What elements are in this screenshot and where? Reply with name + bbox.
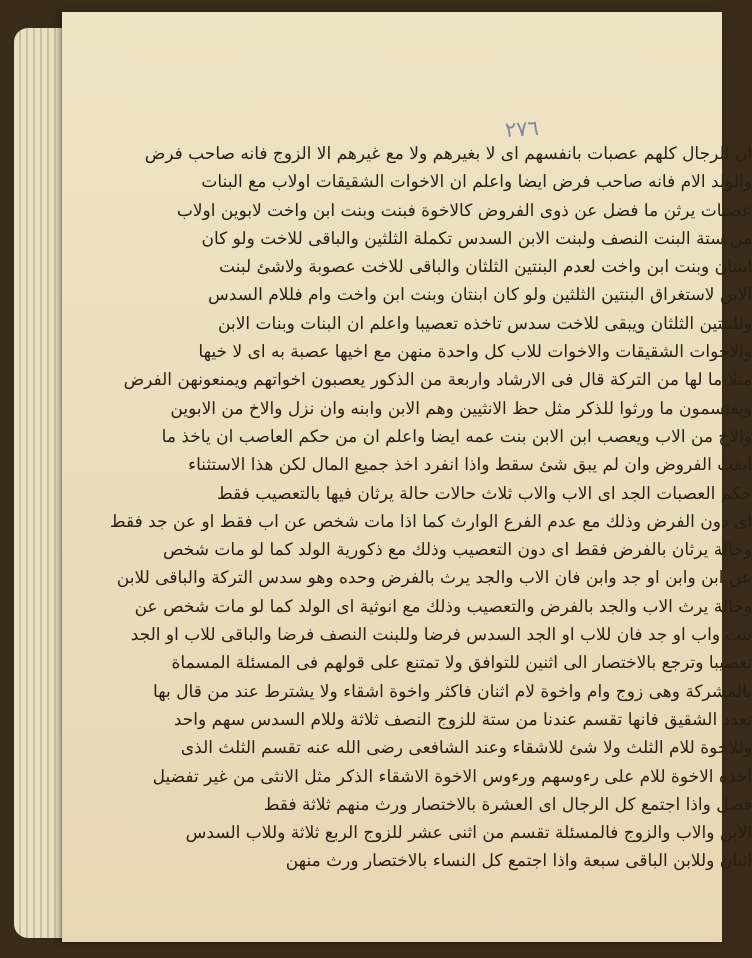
- text-line: والولد الام فانه صاحب فرض ايضا واعلم ان الاخوات الشقيقات اولاب مع البنات: [201, 172, 752, 193]
- text-line: فصل واذا اجتمع كل الرجال اى العشرة بالاختصار ورث منهم ثلاثة فقط: [263, 794, 752, 815]
- text-line: عن ابن وابن او جد وابن فان الاب والجد يرث بالفرض وحده وهو سدس التركة والباقى للابن: [116, 568, 752, 589]
- text-line: ويقتسمون ما ورثوا للذكر مثل حظ الانثيين وهم الابن وابنه وان نزل والاخ من الابوين: [170, 398, 752, 419]
- text-line: وحالة يرث الاب والجد بالفرض والتعصيب وذلك مع انوثية اى الولد كما لو مات شخص عن: [134, 596, 752, 617]
- text-line: وللاخوة للام الثلث ولا شئ للاشقاء وعند الشافعى رضى الله عنه تقسم الثلث الذى: [180, 738, 752, 759]
- text-line: اخذه الاخوة للام على رءوسهم ورءوس الاخوة الاشقاء الذكر مثل الانثى من غير تفضيل: [152, 766, 752, 787]
- text-line: بنت واب او جد فان للاب او الجد السدس فرضا وللبنت النصف فرضا والباقى للاب او الجد: [130, 625, 752, 646]
- text-line: ان الرجال كلهم عصبات بانفسهم اى لا بغيرهم ولا مع غيرهم الا الزوج فانه صاحب فرض: [144, 144, 752, 164]
- folio-number: ٢٧٦: [504, 115, 540, 143]
- text-line: والاخ من الاب ويعصب ابن الابن بنت عمه ايضا واعلم ان من حكم العاصب ان ياخذ ما: [161, 426, 752, 447]
- text-line: عصبات يرثن ما فضل عن ذوى الفروض كالاخوة فبنت وبنت ابن واخت لابوين اولاب: [176, 200, 752, 221]
- text-line: حكم العصبات الجد اى الاب والاب ثلاث حالات حالة يرثان فيها بالتعصيب فقط: [217, 483, 752, 504]
- text-line: والاخوات الشقيقات والاخوات للاب كل واحدة منهن مع اخيها عصبة به اى لا خيها: [198, 342, 752, 363]
- text-line: الابن والاب والزوج فالمسئلة تقسم من اثنى عشر للزوج الربع ثلاثة وللاب السدس: [185, 823, 752, 844]
- text-line: وللبنتين الثلثان ويبقى للاخت سدس تاخذه تعصيبا واعلم ان البنات وبنات الابن: [218, 313, 752, 334]
- text-line: بالمشركة وهى زوج وام واخوة لام اثنان فاكثر واخوة اشقاء ولا يشترط عند من قال بها: [153, 681, 752, 702]
- text-line: تعدد الشقيق فانها تقسم عندنا من ستة للزوج النصف ثلاثة وللام السدس سهم واحد: [173, 709, 752, 730]
- text-line: اثنان وللابن الباقى سبعة واذا اجتمع كل النساء بالاختصار ورث منهن: [285, 851, 752, 872]
- text-line: اى دون الفرض وذلك مع عدم الفرع الوارث كما اذا مات شخص عن اب فقط او عن جد فقط: [109, 511, 752, 532]
- text-line: من ستة البنت النصف ولبنت الابن السدس تكملة الثلثين والباقى للاخت ولو كان: [201, 228, 752, 249]
- text-line: وحالة يرثان بالفرض فقط اى دون التعصيب وذلك مع ذكورية الولد كما لو مات شخص: [162, 540, 752, 561]
- text-line: الابن لاستغراق البنتين الثلثين ولو كان ابنتان وبنت ابن واخت وام فللام السدس: [208, 285, 752, 306]
- text-line: تعصيبا وترجع بالاختصار الى اثنين للتوافق ولا تمتنع على قولهم فى المسئلة المسماة: [171, 653, 752, 674]
- manuscript-page: [62, 12, 752, 942]
- text-line: مثلا ما لها من التركة قال فى الارشاد واربعة من الذكور يعصبون اخواتهم ويمنعونهن الفرض: [123, 370, 752, 391]
- text-line: ابقت الفروض وان لم يبق شئ سقط واذا انفرد اخذ جميع المال لكن هذا الاستثناء: [188, 455, 752, 476]
- text-block: [109, 140, 752, 876]
- text-line: ابنتان وبنت ابن واخت لعدم البنتين الثلثان والباقى للاخت عصوبة ولاشئ لبنت: [219, 257, 752, 278]
